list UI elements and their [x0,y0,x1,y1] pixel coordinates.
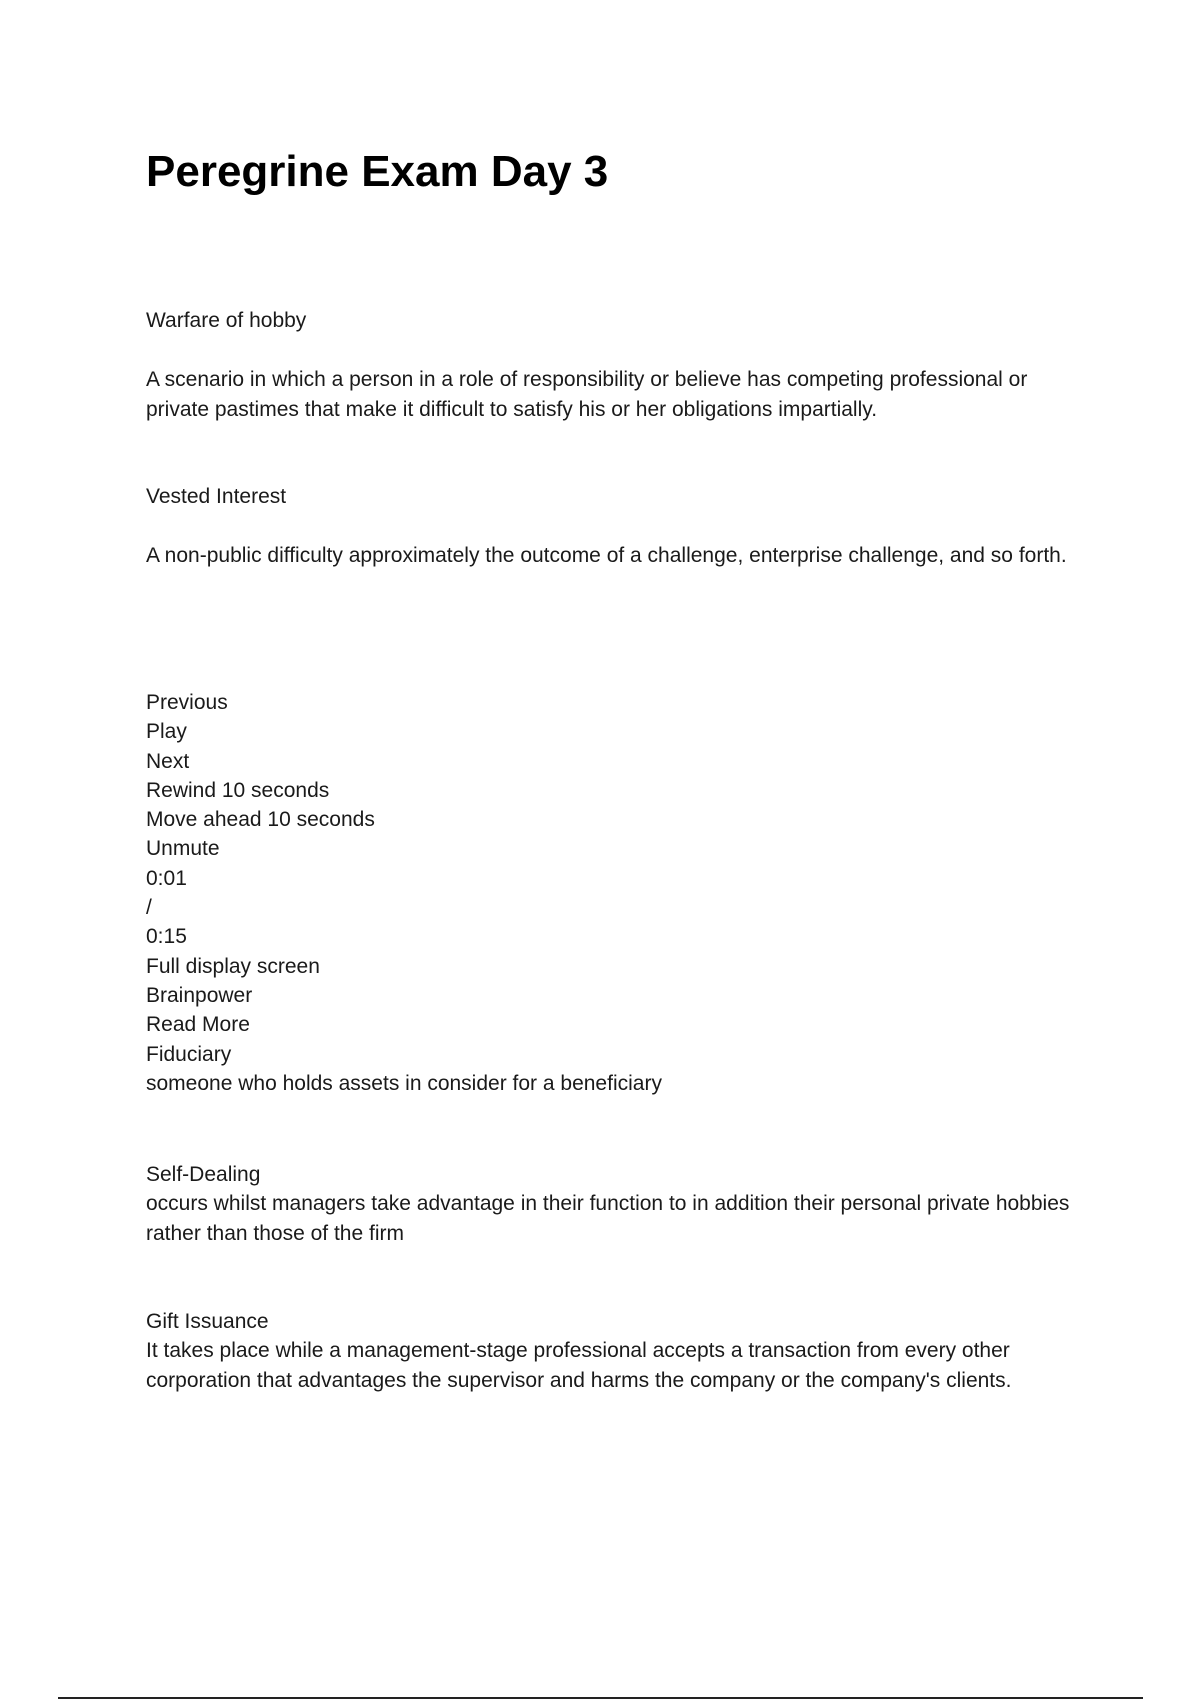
page-title: Peregrine Exam Day 3 [146,147,609,196]
definition-gift-issuance: It takes place while a management-stage professional accepts a transaction from every other corporation that advantages the supervisor and harms the company or the company's clients. [146,1339,1012,1392]
current-time: 0:01 [146,866,187,890]
read-more-link[interactable]: Read More [146,1013,250,1037]
definition-fiduciary: someone who holds assets in consider for a beneficiary [146,1071,662,1095]
previous-button[interactable]: Previous [146,691,228,714]
play-button[interactable]: Play [146,720,187,744]
term-self-dealing: Self-Dealing [146,1163,261,1186]
term-fiduciary: Fiduciary [146,1042,232,1066]
unmute-button[interactable]: Unmute [146,837,220,861]
forward-button[interactable]: Move ahead 10 seconds [146,808,375,832]
rewind-button[interactable]: Rewind 10 seconds [146,778,330,802]
definition-warfare-of-hobby: A scenario in which a person in a role of responsibility or believe has competing professional or private pastimes that make it difficult to satisfy his or her obligations impartially. [146,368,1028,421]
bottom-divider [58,1697,1143,1699]
definition-vested-interest: A non-public difficulty approximately the outcome of a challenge, enterprise challenge, and so forth. [146,544,1067,567]
term-vested-interest: Vested Interest [146,485,287,508]
term-gift-issuance: Gift Issuance [146,1310,269,1333]
time-separator: / [146,896,152,920]
fullscreen-button[interactable]: Full display screen [146,954,320,978]
term-warfare-of-hobby: Warfare of hobby [146,309,307,332]
duration: 0:15 [146,925,187,949]
next-button[interactable]: Next [146,749,190,773]
brand-label: Brainpower [146,983,253,1007]
media-player-text-block [146,688,662,1098]
definition-self-dealing: occurs whilst managers take advantage in their function to in addition their personal private hobbies rather than those of the firm [146,1192,1070,1245]
